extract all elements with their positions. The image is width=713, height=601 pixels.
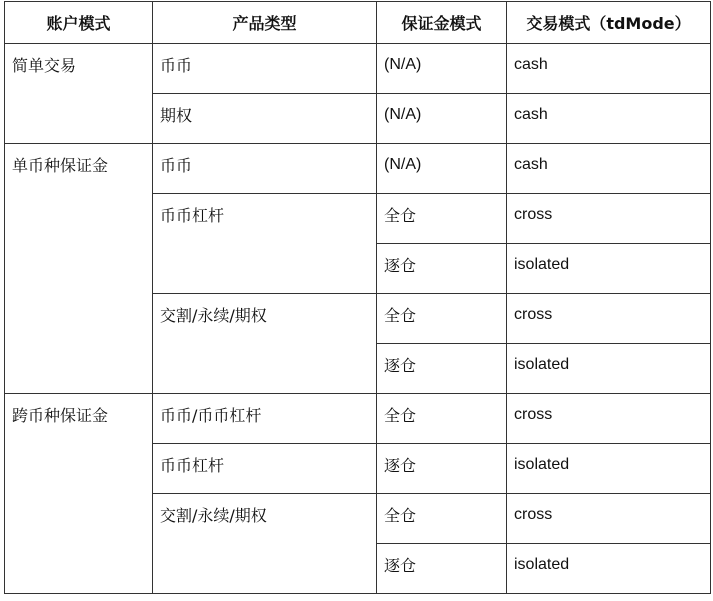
margin-mode-cell [377,294,507,344]
margin-mode-cell [377,444,507,494]
margin-mode-text: 逐仓 [384,356,417,375]
trade-mode-cell [507,394,711,444]
product-type-cell [153,494,377,594]
margin-mode-text: 全仓 [384,206,417,225]
trade-mode-text: cross [514,406,553,423]
trade-mode-cell [507,94,711,144]
product-type-text: 币币 [160,56,193,75]
trade-mode-cell [507,294,711,344]
margin-mode-cell [377,244,507,294]
margin-mode-text: (N/A) [384,106,422,123]
header-account-mode: 账户模式 [5,2,153,44]
trade-mode-table [4,1,711,594]
table-row [5,44,711,94]
product-type-text: 期权 [160,106,193,125]
product-type-text: 交割/永续/期权 [160,506,267,525]
product-type-text: 币币杠杆 [160,206,225,225]
product-type-cell [153,44,377,94]
trade-mode-cell [507,344,711,394]
trade-mode-text: cross [514,506,553,523]
margin-mode-text: (N/A) [384,56,422,73]
product-type-cell [153,144,377,194]
table-row [5,144,711,194]
margin-mode-text: 全仓 [384,506,417,525]
margin-mode-cell [377,94,507,144]
margin-mode-text: 全仓 [384,306,417,325]
product-type-cell [153,94,377,144]
header-trade-mode: 交易模式（tdMode） [507,2,711,44]
trade-mode-cell [507,44,711,94]
trade-mode-cell [507,144,711,194]
margin-mode-text: 全仓 [384,406,417,425]
trade-mode-cell [507,244,711,294]
header-product-type: 产品类型 [153,2,377,44]
margin-mode-cell [377,194,507,244]
account-mode-cell [5,44,153,144]
product-type-text: 币币/币币杠杆 [160,406,262,425]
product-type-cell [153,294,377,394]
trade-mode-text: cross [514,306,553,323]
trade-mode-cell [507,194,711,244]
product-type-cell [153,194,377,294]
header-row [5,2,711,44]
margin-mode-cell [377,344,507,394]
account-mode-text: 单币种保证金 [12,156,109,175]
trade-mode-text: isolated [514,256,570,273]
trade-mode-text: isolated [514,456,570,473]
trade-mode-text: cross [514,206,553,223]
account-mode-cell [5,394,153,594]
margin-mode-cell [377,144,507,194]
trade-mode-text: isolated [514,356,570,373]
account-mode-text: 跨币种保证金 [12,406,109,425]
margin-mode-cell [377,494,507,544]
product-type-cell [153,394,377,444]
product-type-text: 交割/永续/期权 [160,306,267,325]
table-row [5,394,711,444]
margin-mode-text: 逐仓 [384,256,417,275]
margin-mode-text: (N/A) [384,156,422,173]
trade-mode-cell [507,544,711,594]
product-type-cell [153,444,377,494]
margin-mode-cell [377,544,507,594]
trade-mode-cell [507,494,711,544]
trade-mode-text: isolated [514,556,570,573]
trade-mode-text: cash [514,106,548,123]
trade-mode-cell [507,444,711,494]
trade-mode-text: cash [514,156,548,173]
trade-mode-text: cash [514,56,548,73]
product-type-text: 币币杠杆 [160,456,225,475]
margin-mode-cell [377,44,507,94]
margin-mode-text: 逐仓 [384,456,417,475]
product-type-text: 币币 [160,156,193,175]
account-mode-cell [5,144,153,394]
margin-mode-text: 逐仓 [384,556,417,575]
account-mode-text: 简单交易 [12,56,77,75]
margin-mode-cell [377,394,507,444]
header-margin-mode: 保证金模式 [377,2,507,44]
